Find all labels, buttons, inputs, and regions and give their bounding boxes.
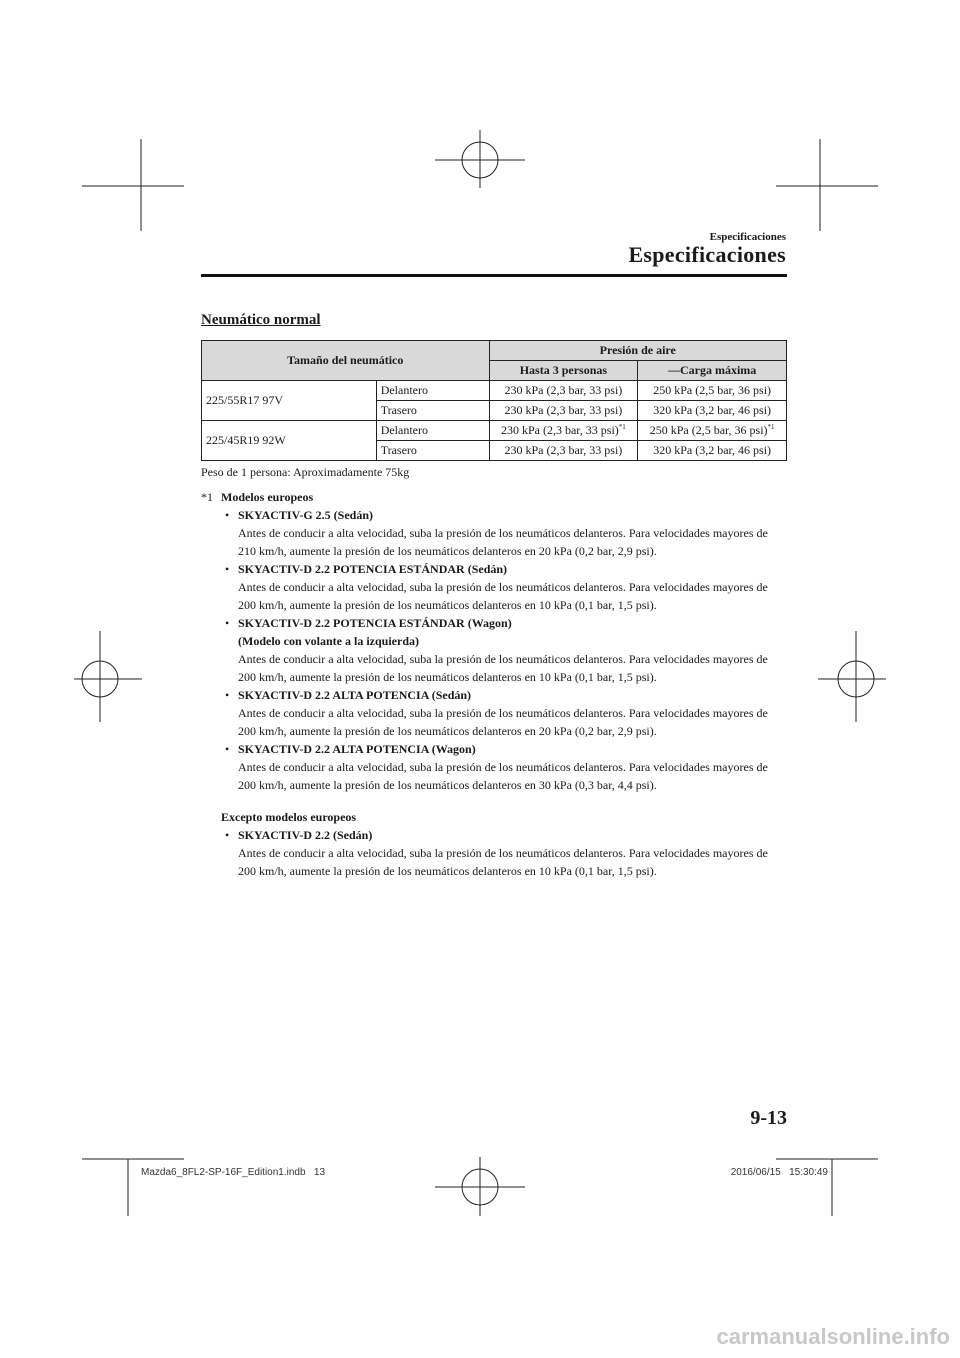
list-item-title: SKYACTIV-D 2.2 POTENCIA ESTÁNDAR (Wagon) [238, 616, 512, 630]
header-rule [201, 274, 787, 277]
pressure-cell: 320 kPa (3,2 bar, 46 psi) [638, 441, 787, 461]
group-title: Modelos europeos [221, 490, 314, 504]
tire-size-cell: 225/55R17 97V [202, 381, 377, 421]
header-tire-size: Tamaño del neumático [202, 341, 490, 381]
list-item-body: Antes de conducir a alta velocidad, suba la presión de los neumáticos delanteros. Para velocidades mayores de 200 km/h, aumente la presión de los neumáticos delanteros en 10 kPa (0,1 bar, 1,5 psi). [238, 580, 768, 612]
weight-note: Peso de 1 persona: Aproximadamente 75kg [201, 465, 410, 479]
pressure-cell: 320 kPa (3,2 bar, 46 psi) [638, 401, 787, 421]
list-item-title: SKYACTIV-G 2.5 (Sedán) [238, 508, 374, 522]
list-item-body: Antes de conducir a alta velocidad, suba la presión de los neumáticos delanteros. Para velocidades mayores de 210 km/h, aumente la presión de los neumáticos delanteros en 20 kPa (0,2 bar, 2,9 psi). [238, 526, 768, 558]
list-item-body: Antes de conducir a alta velocidad, suba la presión de los neumáticos delanteros. Para velocidades mayores de 200 km/h, aumente la presión de los neumáticos delanteros en 20 kPa (0,2 bar, 2,9 psi). [238, 706, 768, 738]
table-row [202, 381, 787, 401]
bullet-icon: • [225, 688, 230, 702]
list-item-title: SKYACTIV-D 2.2 POTENCIA ESTÁNDAR (Sedán) [238, 562, 508, 576]
tire-pressure-table [201, 340, 787, 461]
pressure-cell: 230 kPa (2,3 bar, 33 psi) [489, 381, 638, 401]
bullet-icon: • [225, 742, 230, 756]
header-up-to-3: Hasta 3 personas [489, 361, 638, 381]
section-title: Especificaciones [628, 242, 786, 267]
position-cell: Delantero [376, 381, 489, 401]
footnotes [201, 488, 787, 880]
header-max-load: —Carga máxima [638, 361, 787, 381]
bullet-icon: • [225, 562, 230, 576]
section-label-small: Especificaciones [709, 231, 786, 243]
footnote-mark: *1 [201, 490, 213, 504]
bullet-icon: • [225, 508, 230, 522]
list-item-subtitle: (Modelo con volante a la izquierda) [238, 634, 419, 648]
bullet-icon: • [225, 828, 230, 842]
pressure-cell: 250 kPa (2,5 bar, 36 psi) [638, 381, 787, 401]
pressure-cell: 230 kPa (2,3 bar, 33 psi)$^{*1}$ [489, 421, 638, 441]
list-item-title: SKYACTIV-D 2.2 (Sedán) [238, 828, 373, 842]
list-item-body: Antes de conducir a alta velocidad, suba la presión de los neumáticos delanteros. Para velocidades mayores de 200 km/h, aumente la presión de los neumáticos delanteros en 10 kPa (0,1 bar, 1,5 psi). [238, 846, 768, 878]
pressure-cell: 230 kPa (2,3 bar, 33 psi) [489, 441, 638, 461]
list-item [201, 740, 787, 794]
position-cell: Delantero [376, 421, 489, 441]
group-title: Excepto modelos europeos [221, 810, 357, 824]
pressure-cell: 250 kPa (2,5 bar, 36 psi)$^{*1}$ [638, 421, 787, 441]
list-item [201, 686, 787, 740]
footer-timestamp: 2016/06/15 15:30:49 [730, 1167, 828, 1178]
list-item-body: Antes de conducir a alta velocidad, suba la presión de los neumáticos delanteros. Para velocidades mayores de 200 km/h, aumente la presión de los neumáticos delanteros en 30 kPa (0,3 bar, 4,4 psi). [238, 760, 768, 792]
tire-size-cell: 225/45R19 92W [202, 421, 377, 461]
page-title: Neumático normal [201, 312, 321, 328]
list-item [201, 560, 787, 614]
list-item-title: SKYACTIV-D 2.2 ALTA POTENCIA (Wagon) [238, 742, 476, 756]
header-air-pressure: Presión de aire [489, 341, 786, 361]
pressure-cell: 230 kPa (2,3 bar, 33 psi) [489, 401, 638, 421]
page-number: 9-13 [750, 1107, 787, 1129]
position-cell: Trasero [376, 401, 489, 421]
list-item [201, 614, 787, 686]
table-row [202, 421, 787, 441]
bullet-icon: • [225, 616, 230, 630]
position-cell: Trasero [376, 441, 489, 461]
footer-file-label: Mazda6_8FL2-SP-16F_Edition1.indb 13 [141, 1167, 326, 1178]
watermark: carmanualsonline.info [716, 1324, 950, 1349]
list-item [201, 506, 787, 560]
list-item [201, 826, 787, 880]
list-item-body: Antes de conducir a alta velocidad, suba la presión de los neumáticos delanteros. Para velocidades mayores de 200 km/h, aumente la presión de los neumáticos delanteros en 10 kPa (0,1 bar, 1,5 psi). [238, 652, 768, 684]
list-item-title: SKYACTIV-D 2.2 ALTA POTENCIA (Sedán) [238, 688, 472, 702]
